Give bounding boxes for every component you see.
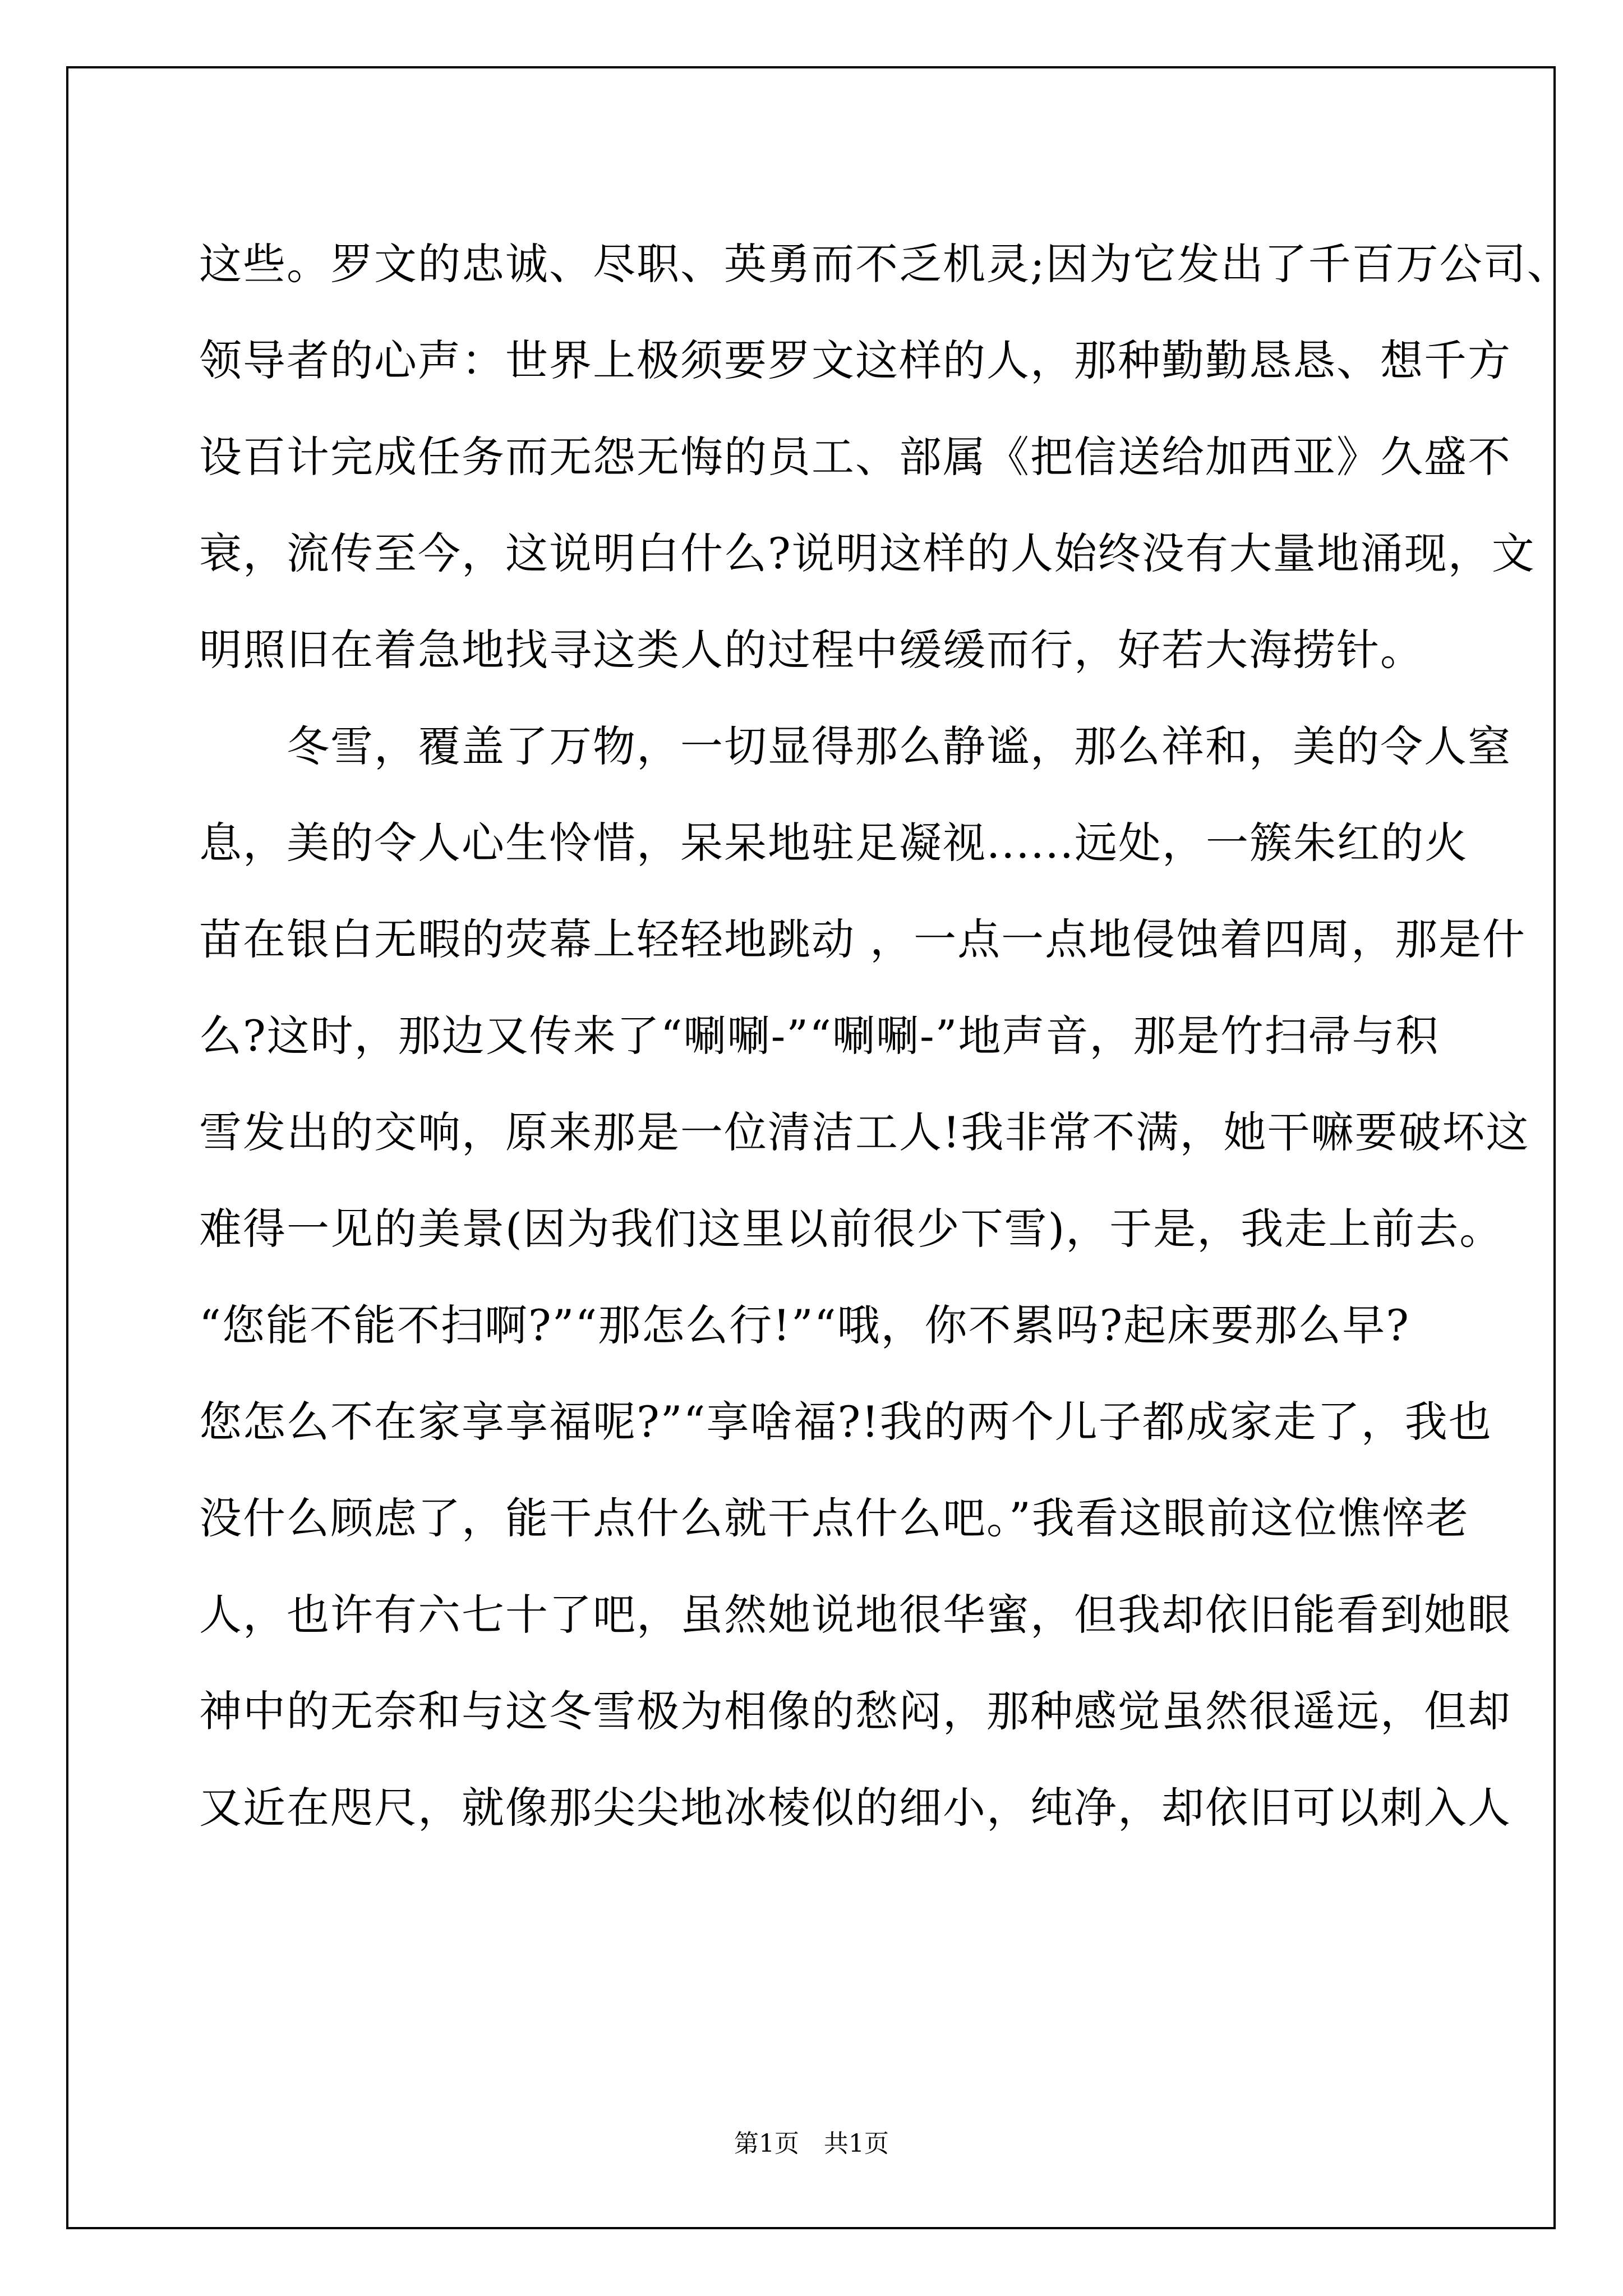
text-line-12: “您能不能不扫啊?”“那怎么行!”“哦，你不累吗?起床要那么早?: [199, 1300, 1410, 1350]
text-line-17: 又近在咫尺，就像那尖尖地冰棱似的细小，纯净，却依旧可以刺入人: [199, 1783, 1511, 1833]
document-body: [199, 216, 1571, 1856]
text-line-7: 息，美的令人心生怜惜，呆呆地驻足凝视......远处，一簇朱红的火: [199, 818, 1468, 868]
text-line-13: 您怎么不在家享享福呢?”“享啥福?!我的两个儿子都成家走了，我也: [199, 1397, 1492, 1447]
text-line-9: 么?这时，那边又传来了“唰唰-”“唰唰-”地声音，那是竹扫帚与积: [199, 1011, 1440, 1061]
text-line-6: 冬雪，覆盖了万物，一切显得那么静谧，那么祥和，美的令人窒: [199, 721, 1511, 771]
text-line-2: 领导者的心声：世界上极须要罗文这样的人，那种勤勤恳恳、想千方: [199, 335, 1511, 385]
text-line-16: 神中的无奈和与这冬雪极为相像的愁闷，那种感觉虽然很遥远，但却: [199, 1686, 1511, 1736]
page-number-footer: 第1页 共1页: [734, 2129, 889, 2158]
text-line-8: 苗在银白无暇的荧幕上轻轻地跳动 ，一点一点地侵蚀着四周，那是什: [199, 914, 1527, 964]
text-line-3: 设百计完成任务而无怨无悔的员工、部属《把信送给加西亚》久盛不: [199, 432, 1511, 482]
text-line-10: 雪发出的交响，原来那是一位清洁工人!我非常不满，她干嘛要破坏这: [199, 1107, 1530, 1157]
text-line-14: 没什么顾虑了，能干点什么就干点什么吧。”我看这眼前这位憔悴老: [199, 1493, 1469, 1543]
text-line-4: 衰，流传至今，这说明白什么?说明这样的人始终没有大量地涌现，文: [199, 528, 1536, 578]
text-line-5: 明照旧在着急地找寻这类人的过程中缓缓而行，好若大海捞针。: [199, 625, 1424, 675]
text-line-11: 难得一见的美景(因为我们这里以前很少下雪)，于是，我走上前去。: [199, 1204, 1504, 1254]
text-line-15: 人，也许有六七十了吧，虽然她说地很华蜜，但我却依旧能看到她眼: [199, 1590, 1511, 1640]
text-line-1: 这些。罗文的忠诚、尽职、英勇而不乏机灵;因为它发出了千百万公司、: [199, 239, 1571, 289]
